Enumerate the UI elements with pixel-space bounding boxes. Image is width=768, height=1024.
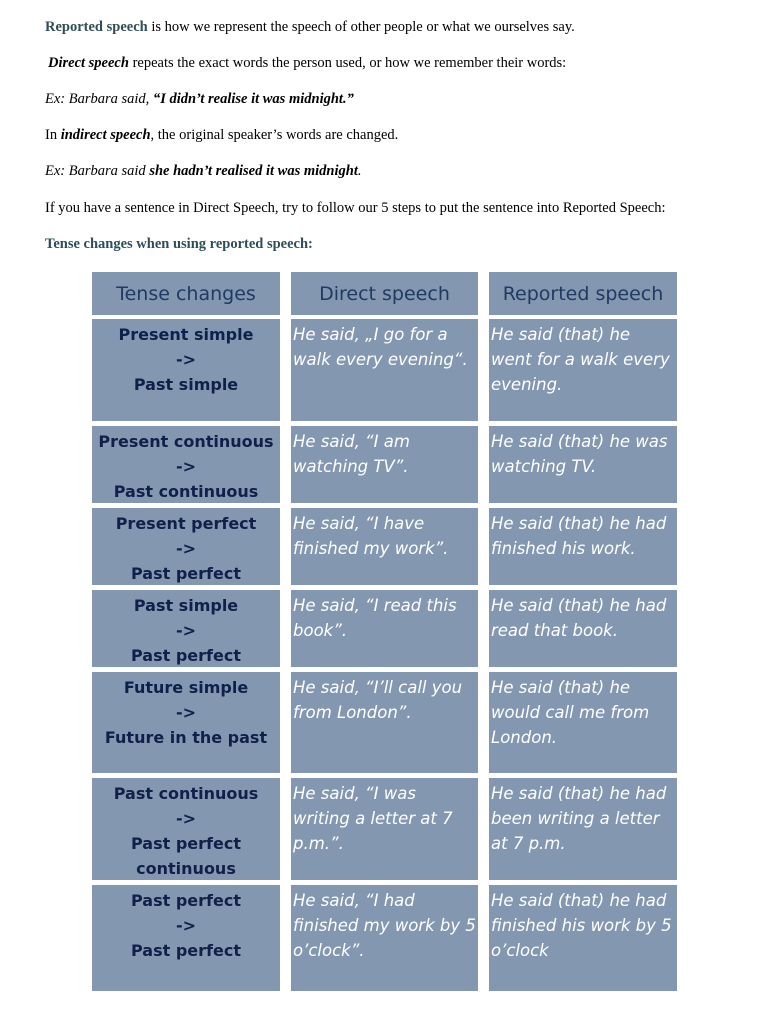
tense-to: Past continuous: [113, 482, 259, 501]
paragraph-steps-intro: If you have a sentence in Direct Speech, try to follow our 5 steps to put the sentence into Reported Speech:: [45, 200, 666, 216]
section-heading-tense-changes: Tense changes when using reported speech:: [45, 236, 313, 252]
tense-to-continued: continuous: [136, 859, 236, 878]
definition-text: repeats the exact words the person used, or how we remember their words:: [128, 55, 567, 71]
tense-from: Present perfect: [115, 514, 257, 533]
tense-cell: [92, 319, 280, 421]
arrow-text: ->: [175, 809, 197, 828]
example-direct: [45, 90, 354, 108]
arrow-text: ->: [175, 916, 197, 935]
reported-speech-cell: He said (that) he had finished his work by 5 o’clock: [489, 885, 677, 991]
arrow-text: ->: [175, 457, 197, 476]
tense-from: Present simple: [118, 325, 254, 344]
tense-from: Future simple: [123, 678, 249, 697]
tense-changes-table: [92, 272, 677, 992]
arrow-text: ->: [175, 539, 197, 558]
example-reported: she hadn’t realised it was midnight: [149, 163, 358, 179]
tense-to: Past simple: [133, 375, 239, 394]
example-prefix: Ex: Barbara said: [45, 163, 150, 179]
direct-speech-cell: He said, “I’ll call you from London”.: [291, 672, 478, 773]
tense-cell: [92, 508, 280, 585]
tense-to: Past perfect: [131, 941, 241, 960]
reported-speech-cell: He said (that) he had been writing a letter at 7 p.m.: [489, 778, 677, 880]
example-quote: “I didn’t realise it was midnight.”: [152, 91, 354, 107]
tense-to: Past perfect: [131, 646, 241, 665]
direct-speech-cell: He said, “I had finished my work by 5 o’clock”.: [291, 885, 478, 991]
tense-from: Present continuous: [98, 432, 274, 451]
reported-speech-cell: He said (that) he was watching TV.: [489, 426, 677, 503]
tense-cell: [92, 885, 280, 991]
reported-speech-cell: He said (that) he had finished his work.: [489, 508, 677, 585]
term-direct-speech: Direct speech: [48, 55, 129, 71]
header-reported-speech: Reported speech: [489, 272, 677, 315]
arrow-text: ->: [175, 621, 197, 640]
direct-speech-cell: He said, “I was writing a letter at 7 p.m.”.: [291, 778, 478, 880]
tense-to: Past perfect: [131, 834, 241, 853]
tense-cell: [92, 672, 280, 773]
example-indirect: [45, 162, 361, 180]
arrow-text: ->: [175, 350, 197, 369]
direct-speech-cell: He said, “I have finished my work”.: [291, 508, 478, 585]
example-prefix: Ex: Barbara said,: [45, 91, 153, 107]
tense-cell: [92, 778, 280, 880]
direct-speech-cell: He said, „I go for a walk every evening“.: [291, 319, 478, 421]
paragraph-reported-speech-definition: [45, 18, 575, 36]
definition-text: , the original speaker’s words are changed.: [150, 127, 399, 143]
header-direct-speech: Direct speech: [291, 272, 478, 315]
direct-speech-cell: He said, “I am watching TV”.: [291, 426, 478, 503]
tense-from: Past perfect: [131, 891, 241, 910]
reported-speech-cell: He said (that) he had read that book.: [489, 590, 677, 667]
paragraph-indirect-speech-definition: [45, 126, 398, 144]
arrow-text: ->: [175, 703, 197, 722]
direct-speech-cell: He said, “I read this book”.: [291, 590, 478, 667]
tense-cell: [92, 590, 280, 667]
reported-speech-cell: He said (that) he went for a walk every evening.: [489, 319, 677, 421]
reported-speech-cell: He said (that) he would call me from London.: [489, 672, 677, 773]
header-tense-changes: Tense changes: [92, 272, 280, 315]
paragraph-direct-speech-definition: [48, 54, 566, 72]
term-indirect-speech: indirect speech: [60, 127, 151, 143]
term-reported-speech: Reported speech: [45, 19, 148, 35]
prefix-text: In: [45, 127, 61, 143]
tense-cell: [92, 426, 280, 503]
tense-from: Past simple: [133, 596, 239, 615]
tense-to: Past perfect: [131, 564, 241, 583]
tense-to: Future in the past: [104, 728, 268, 747]
definition-text: is how we represent the speech of other people or what we ourselves say.: [147, 19, 575, 35]
tense-from: Past continuous: [113, 784, 259, 803]
example-end: .: [357, 163, 362, 179]
